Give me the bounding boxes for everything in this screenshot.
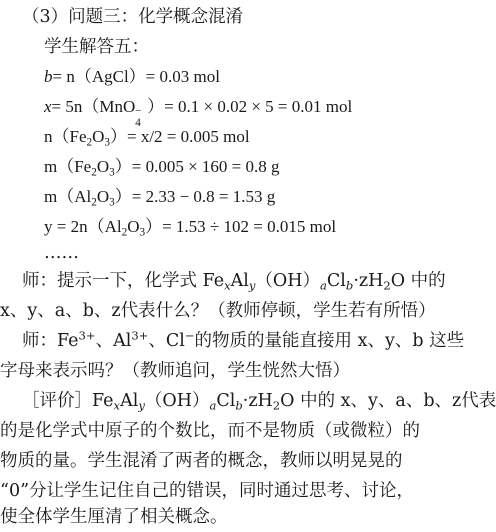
var-b: b (44, 67, 53, 86)
r-sub-x: x (113, 398, 121, 413)
equation-4 (44, 152, 474, 182)
equation-6-pre: y = 2n（Al (44, 217, 122, 236)
equation-6-rhs: ）= 1.53 ÷ 102 = 0.015 mol (145, 217, 337, 236)
equation-3-sub1: 2 (86, 136, 93, 149)
equation-5-sub2: 3 (109, 196, 115, 209)
equation-3-mid: O (92, 127, 105, 146)
section-heading: （3）问题三：化学概念混淆 (22, 7, 244, 27)
equation-6-sub2: 3 (139, 226, 146, 239)
equation-5-sub1: 2 (91, 196, 97, 209)
equation-4-sub1: 2 (91, 166, 97, 179)
t2-text-c: 、Cl (148, 331, 185, 351)
r-text-e: ·zH (242, 391, 273, 411)
equation-5-rhs: ）= 2.33 − 0.8 = 1.53 g (114, 187, 276, 206)
r-sub-2: 2 (272, 398, 281, 413)
r-sub-b: b (235, 398, 243, 413)
equation-4-rhs: ）= 0.005 × 160 = 0.8 g (114, 157, 280, 176)
t1-sub-2: 2 (383, 278, 391, 293)
equation-2-mid: = 5n（MnO (51, 97, 136, 116)
equation-2-rhs: ）= 0.1 × 0.02 × 5 = 0.01 mol (147, 97, 353, 116)
equation-4-pre: m（Fe (44, 157, 92, 176)
r-text-f: O 中的 x、y、a、b、z代表 (280, 391, 496, 411)
equation-1 (44, 62, 474, 92)
review-line-1 (22, 386, 496, 416)
r-text-c: （OH） (144, 391, 210, 411)
ellipsis: …… (44, 243, 79, 263)
t1-sub-b: b (345, 278, 354, 293)
var-x: x (44, 97, 52, 116)
equation-5-pre: m（Al (44, 187, 92, 206)
review-line-5: 使全体学生厘清了相关概念。 (0, 507, 228, 527)
teacher-prompt-2-line-2: 字母来表示吗？（教师追问，学生恍然大悟） (0, 361, 350, 381)
review-line-2: 的是化学式中原子的个数比，而不是物质（或微粒）的 (0, 421, 420, 441)
review-line-3: 物质的量。学生混淆了两者的概念，教师以明晃晃的 (0, 451, 403, 471)
equation-2: x= 5n（MnO − 4 ）= 0.1 × 0.02 × 5 = 0.01 mol (44, 97, 353, 129)
equation-1-rhs: = n（AgCl）= 0.03 mol (52, 67, 220, 86)
t1-text-f: O 中的 (390, 271, 446, 291)
t1-text-d: Cl (326, 271, 346, 291)
r-text-a: ［评价］Fe (22, 391, 114, 411)
r-sub-y: y (138, 398, 145, 413)
equation-4-mid: O (96, 157, 110, 176)
r-text-b: Al (120, 391, 139, 411)
t1-sub-x: x (224, 278, 231, 293)
teacher-prompt-1-line-2: x、y、a、b、z代表什么？（教师停顿，学生若有所悟） (0, 301, 436, 321)
equation-3-rhs: ）= x/2 = 0.005 mol (110, 127, 250, 146)
t2-text-a: 师：Fe (22, 331, 79, 351)
student-answer-label: 学生解答五： (44, 37, 149, 57)
r-sub-a: a (209, 398, 217, 413)
t1-sub-a: a (320, 278, 327, 293)
equation-3-pre: n（Fe (44, 127, 87, 146)
t2-text-b: 、Al (95, 331, 132, 351)
equation-4-sub2: 3 (109, 166, 115, 179)
equation-6-sub1: 2 (121, 226, 128, 239)
t2-sup-fe: 3+ (78, 328, 96, 343)
equation-3-sub2: 3 (104, 136, 110, 149)
t1-sub-y: y (248, 278, 256, 293)
equation-6-mid: O (127, 217, 140, 236)
t1-text-e: ·zH (353, 271, 384, 291)
teacher-prompt-2-line-1 (22, 326, 474, 356)
t1-text-b: Al (230, 271, 249, 291)
t2-sup-al: 3+ (131, 328, 149, 343)
t2-sup-cl: − (184, 328, 195, 343)
teacher-prompt-1-line-1 (22, 266, 474, 296)
equation-5-mid: O (96, 187, 110, 206)
review-line-4: “0”分让学生记住自己的错误，同时通过思考、讨论， (0, 481, 415, 501)
equation-3 (44, 122, 474, 152)
t1-text-a: 师：提示一下，化学式 Fe (22, 271, 225, 291)
r-text-d: Cl (216, 391, 236, 411)
equation-5 (44, 182, 474, 212)
t1-text-c: （OH） (255, 271, 321, 291)
t2-text-d: 的物质的量能直接用 x、y、b 这些 (194, 331, 465, 351)
